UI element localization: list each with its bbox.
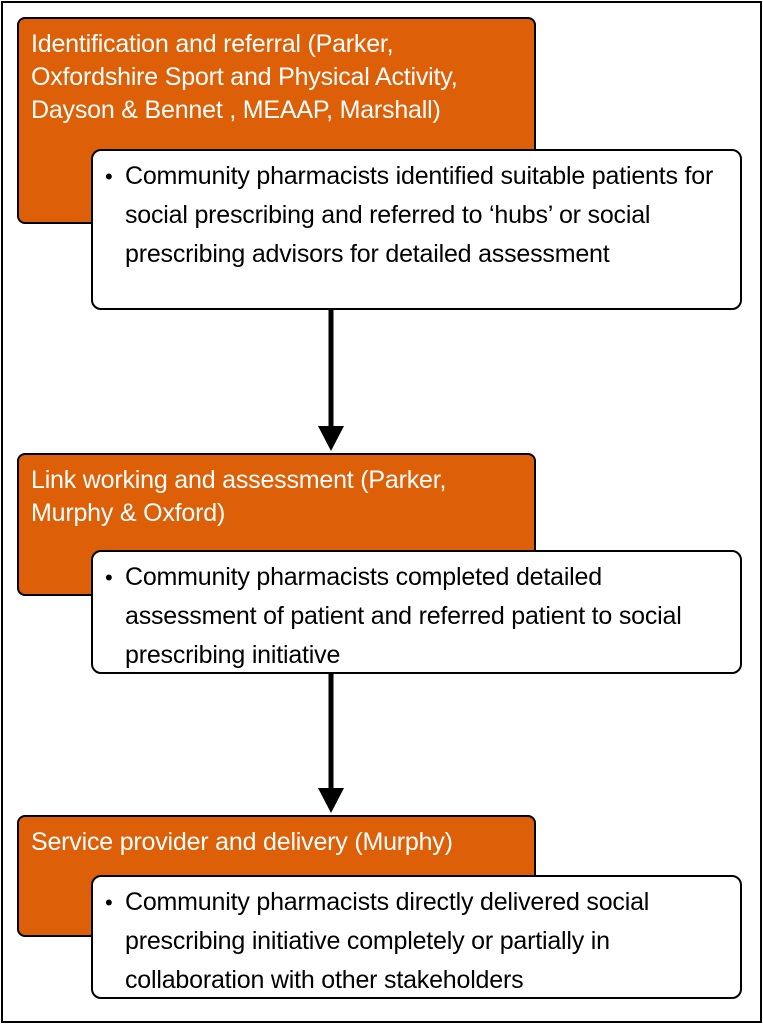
stage-2-detail-text: Community pharmacists completed detailed assessment of patient and referred patient to social prescribing initiative bbox=[125, 563, 682, 669]
stage-1-title: Identification and referral (Parker, Oxfordshire Sport and Physical Activity, Dayson & Bennet , MEAAP, Marshall) bbox=[31, 30, 458, 124]
arrow-down-icon bbox=[318, 310, 344, 451]
stage-3-detail-text: Community pharmacists directly delivered social prescribing initiative completely or partially in collaboration with other stakeholders bbox=[125, 888, 650, 994]
stage-2-title: Link working and assessment (Parker, Murphy & Oxford) bbox=[31, 466, 447, 527]
stage-1-detail-text: Community pharmacists identified suitable patients for social prescribing and referred to ‘hubs’ or social prescribing advisors for detailed assessment bbox=[125, 162, 714, 268]
bullet-icon: • bbox=[105, 565, 113, 590]
bullet-icon: • bbox=[105, 164, 113, 189]
arrow-down-icon bbox=[318, 674, 344, 813]
bullet-icon: • bbox=[105, 890, 113, 915]
stage-3-title: Service provider and delivery (Murphy) bbox=[31, 828, 453, 856]
